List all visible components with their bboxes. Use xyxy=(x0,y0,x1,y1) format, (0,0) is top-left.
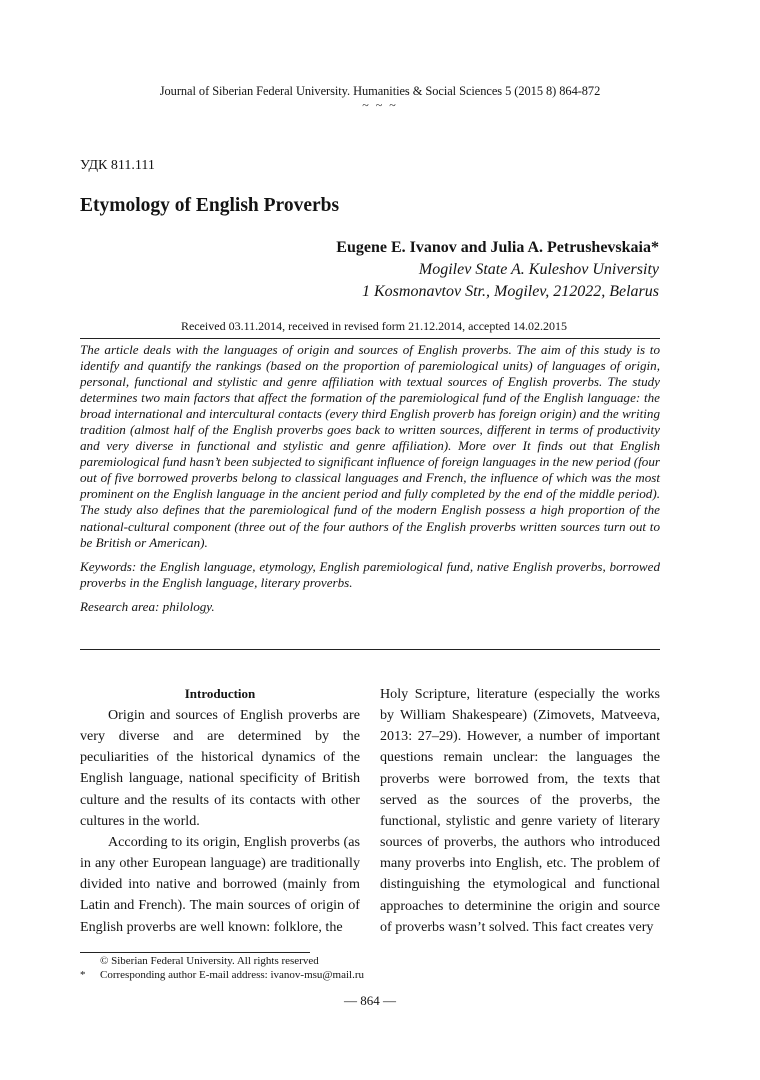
footnote-copyright xyxy=(80,954,364,968)
abstract-bottom-rule xyxy=(80,649,660,650)
body-paragraph: Holy Scripture, literature (especially the works by William Shakespeare) (Zimovets, Matveeva, 2013: 27–29). However, a number of important questions remain unclear: the languages the proverbs were borrowed from, the texts that served as the sources of the proverbs, the functional, stylistic and genre variety of literary sources of proverbs, the authors who introduced many proverbs into English, etc. The problem of distinguishing the etymological and functional approaches to determinine the origin and source of proverbs wasn’t solved. This fact creates very xyxy=(380,686,660,935)
author-names: Eugene E. Ivanov and Julia A. Petrushevskaia* xyxy=(336,239,659,256)
received-dates: Received 03.11.2014, received in revised form 21.12.2014, accepted 14.02.2015 xyxy=(180,319,568,333)
abstract-block xyxy=(80,342,660,615)
body-paragraph: Origin and sources of English proverbs are very diverse and are determined by the peculiarities of the historical dynamics of the English language, national specificity of British culture and the results of its contacts with other cultures in the world. xyxy=(80,707,360,829)
body-column-right xyxy=(380,684,660,938)
author-block xyxy=(336,237,659,303)
footnote-corresponding-author xyxy=(80,968,364,982)
journal-header: Journal of Siberian Federal University. Humanities & Social Sciences 5 (2015 8) 864-872 xyxy=(159,84,601,98)
footnote-mark: * xyxy=(80,969,86,981)
footnote-text: © Siberian Federal University. All rights reserved xyxy=(100,955,319,967)
research-area: Research area: philology. xyxy=(80,598,215,614)
abstract-text: The article deals with the languages of origin and sources of English proverbs. The aim of this study is to identify and quantify the rankings (based on the proportion of paremiological units) of languages of origin, personal, functional and stylistic and genre affiliation with textual sources of English proverbs. The study determines two main factors that affect the formation of the paremiological fund of the English language: the broad international and intercultural contacts (every third English proverb has foreign origin) and the writing tradition (almost half of the English proverbs goes back to written sources, different in terms of productivity and very diverse in functional and stylistic and genre affiliation). More over It finds out that English paremiological fund hasn’t been subjected to significant influence of foreign languages in the new period (four out of five borrowed proverbs belong to classical languages and French, the influence of which was the most prominent on the English language in the ancient period and fully completed by the end of the middle period). The study also defines that the paremiological fund of the modern English possess a high proportion of the national-cultural component (three out of the four authors of the English proverbs written sources turn out to be British or American). xyxy=(80,342,660,550)
article-title: Etymology of English Proverbs xyxy=(80,195,340,216)
body-column-left xyxy=(80,684,360,938)
footnote-text: Corresponding author E-mail address: ivanov-msu@mail.ru xyxy=(100,969,364,981)
page-number: — 864 — xyxy=(344,993,396,1008)
footnote-rule xyxy=(80,952,310,953)
keywords: Keywords: the English language, etymology, English paremiological fund, native English proverbs, borrowed proverbs in the English language, literary proverbs. xyxy=(80,558,660,590)
author-affiliation: Mogilev State A. Kuleshov University xyxy=(418,261,659,278)
footnotes xyxy=(80,954,364,982)
section-heading-introduction: Introduction xyxy=(184,686,256,701)
abstract-top-rule xyxy=(80,338,660,339)
body-paragraph: According to its origin, English proverbs (as in any other European language) are traditionally divided into native and borrowed (mainly from Latin and French). The main sources of origin of English proverbs are well known: folklore, the xyxy=(80,833,360,935)
udk-code: УДК 811.111 xyxy=(80,158,155,173)
author-address: 1 Kosmonavtov Str., Mogilev, 212022, Belarus xyxy=(361,283,659,300)
header-ornament: ~ ~ ~ xyxy=(362,98,398,112)
